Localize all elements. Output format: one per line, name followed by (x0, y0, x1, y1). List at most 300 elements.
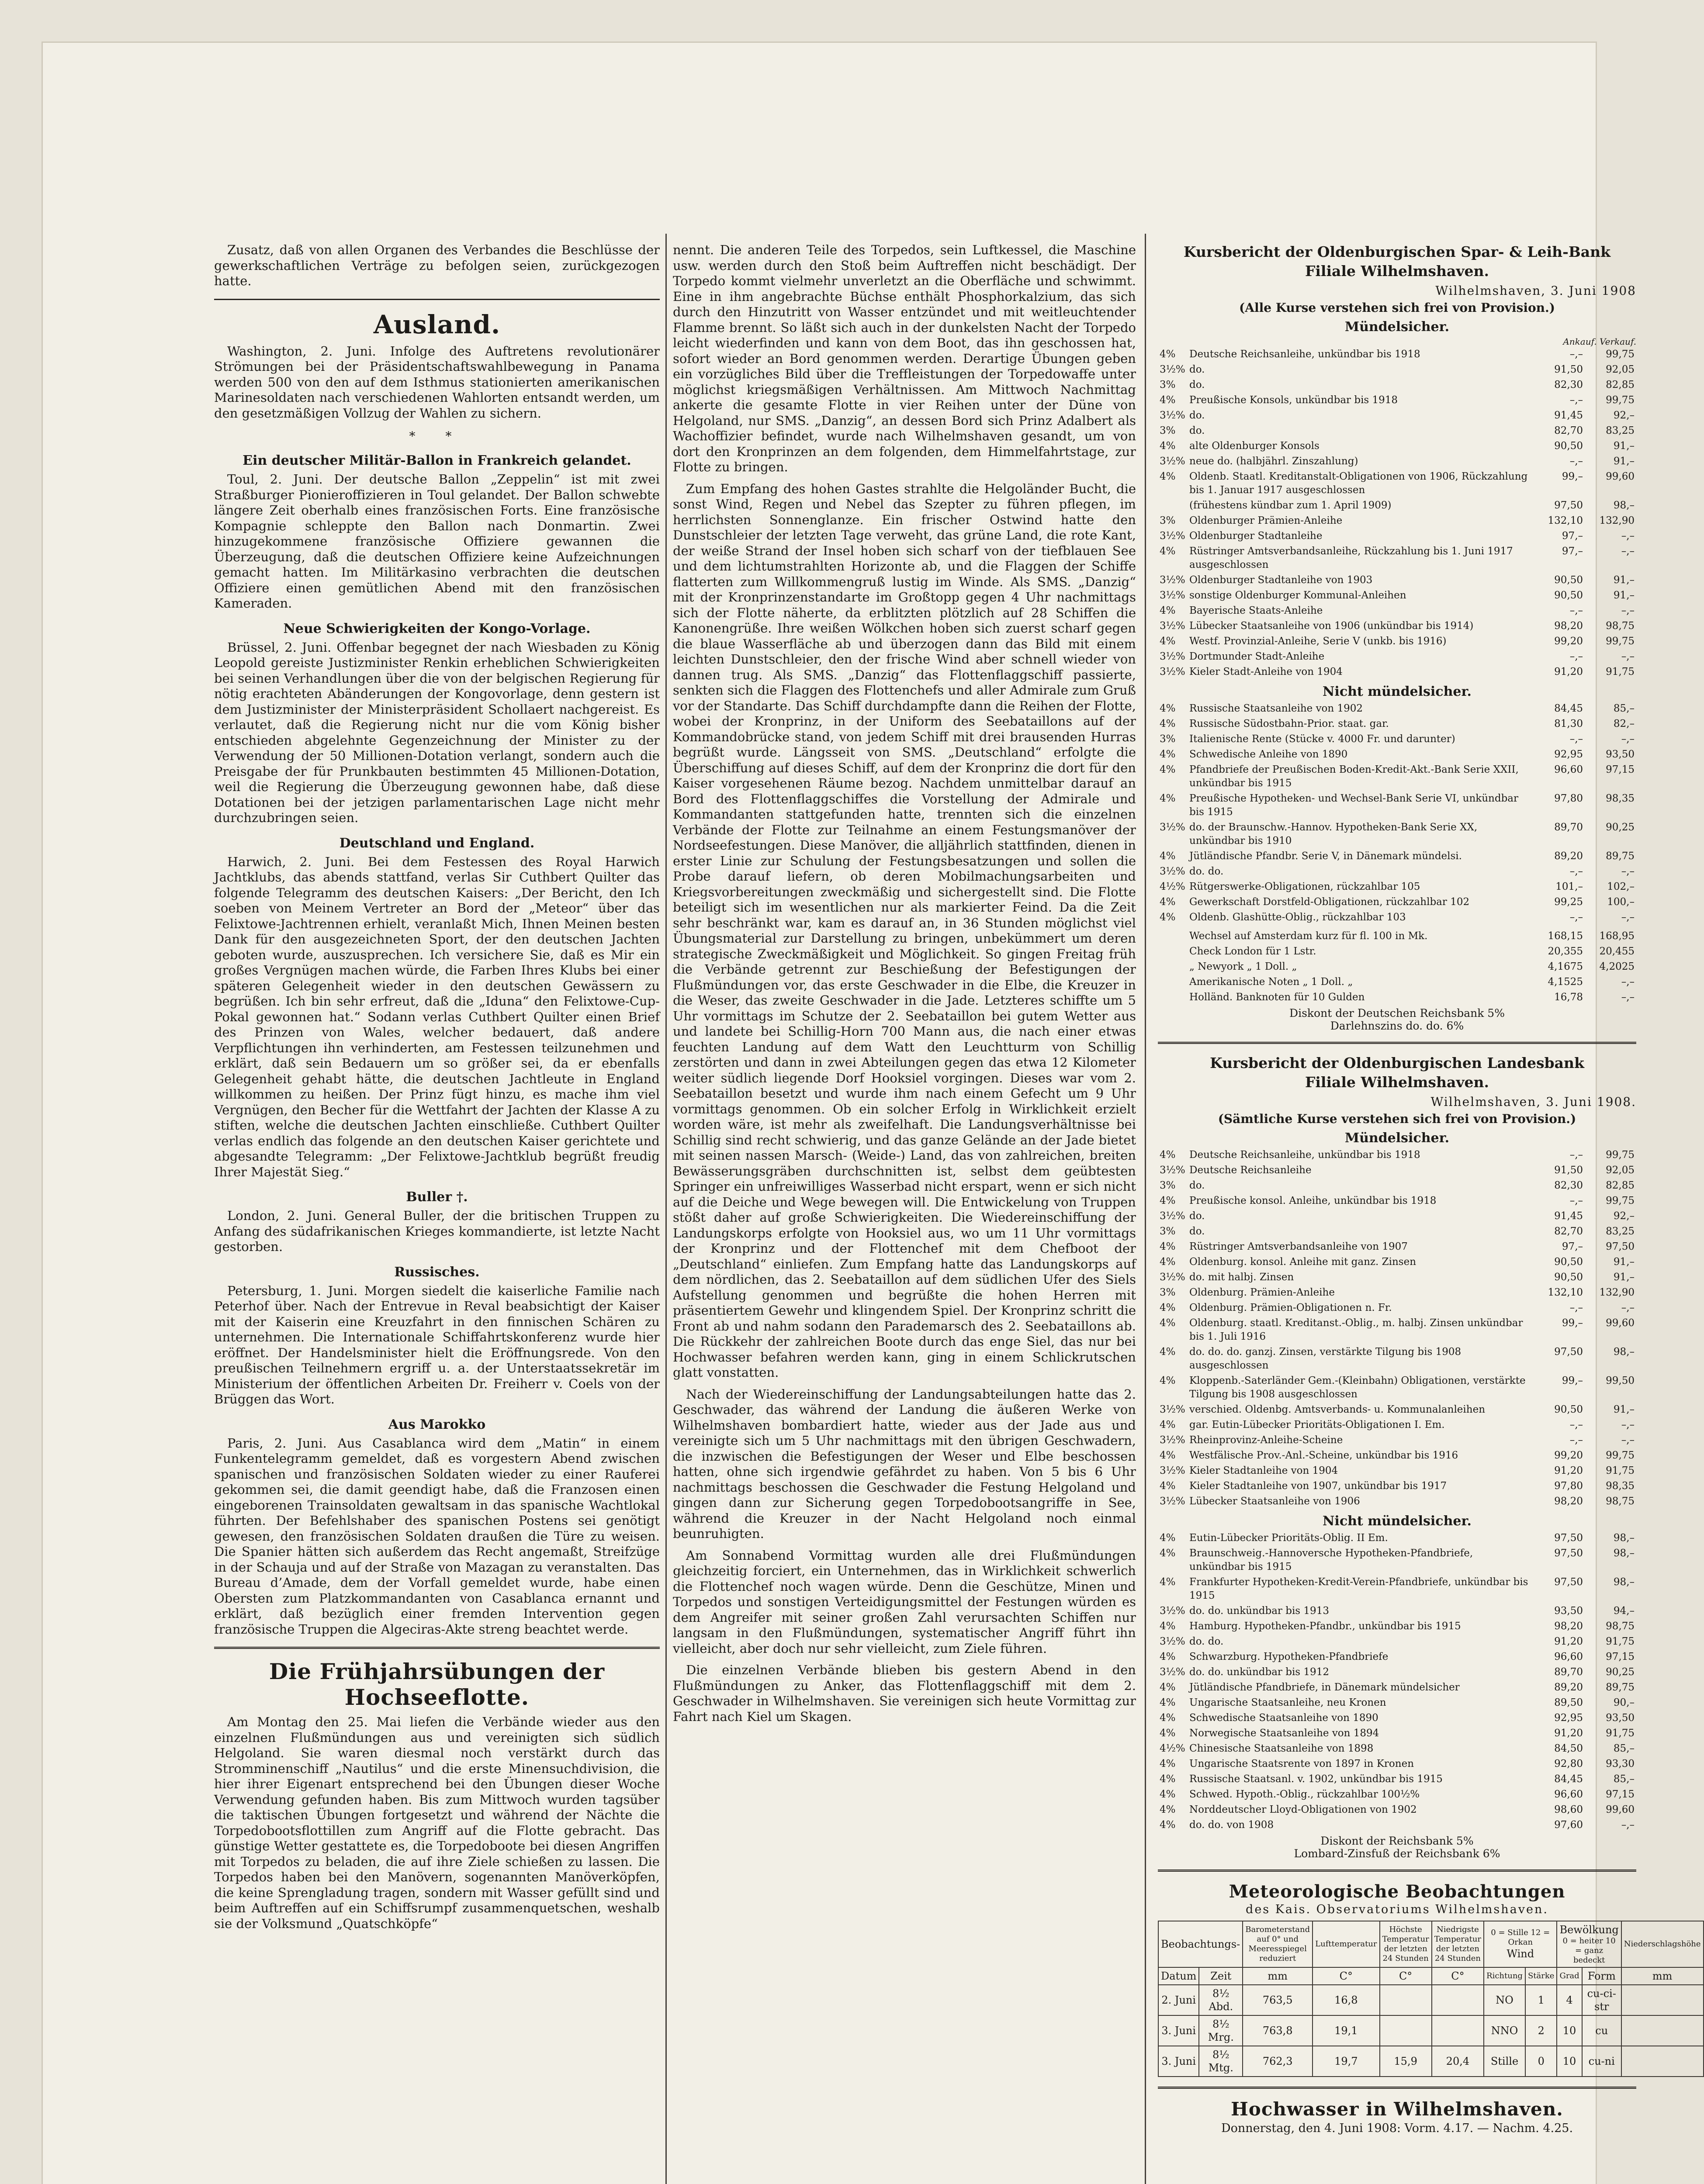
rate-row (1158, 529, 1636, 544)
rate-description: Deutsche Reichsanleihe, unkündbar bis 1918 (1189, 349, 1420, 360)
rate-description: Norddeutscher Lloyd-Obligationen von 1902 (1189, 1804, 1417, 1815)
rate-ankauf: 97,50 (1554, 1548, 1583, 1559)
rate-description: Oldenburg. Prämien-Obligationen n. Fr. (1189, 1302, 1392, 1313)
column-3 (1158, 242, 1701, 2135)
rate-row (1158, 439, 1636, 454)
rate-verkauf: 85,– (1613, 703, 1635, 714)
rate-description: Kieler Stadt-Anleihe von 1904 (1189, 666, 1343, 677)
meteo-sub-datum: Datum (1158, 1967, 1199, 1985)
rate-description: do. (1189, 425, 1205, 436)
rate-row (1158, 747, 1636, 762)
rate-row (1158, 944, 1636, 959)
meteo-cloud-scale: 0 = heiter 10 = ganz bedeckt (1562, 1936, 1616, 1965)
rate-ankauf: 4,1675 (1548, 961, 1583, 972)
rate-verkauf: 89,75 (1606, 1682, 1635, 1693)
rate-verkauf: –,– (1621, 912, 1635, 923)
rate-ankauf: –,– (1569, 866, 1583, 877)
rate-ankauf: 84,50 (1554, 1743, 1583, 1754)
rate-verkauf: 91,– (1613, 1256, 1635, 1268)
rate-description: Jütländische Pfandbr. Serie V, in Dänemark mündelsi. (1189, 850, 1462, 862)
kurs2-diskont: Diskont der Reichsbank 5% (1320, 1835, 1474, 1847)
rate-row (1158, 1756, 1636, 1772)
meteo-header-bewoelkung (1557, 1921, 1621, 1967)
rate-percent: 4% (1160, 793, 1176, 804)
kurs1-table-1 (1158, 347, 1636, 680)
rate-description: Schwedische Staatsanleihe von 1890 (1189, 1712, 1378, 1724)
rate-verkauf: –,– (1621, 605, 1635, 616)
meteo-cell: 2 (1525, 2015, 1557, 2046)
rate-row (1158, 762, 1636, 791)
rate-verkauf: 92,– (1613, 410, 1635, 421)
rate-description: do. (1189, 1210, 1205, 1222)
rate-percent: 3% (1160, 425, 1176, 436)
rate-row (1158, 1531, 1636, 1546)
rate-row (1158, 393, 1636, 408)
rate-percent: 4% (1160, 605, 1176, 616)
rate-percent: 3½% (1160, 1666, 1185, 1678)
rate-percent: 3½% (1160, 1165, 1185, 1176)
rate-percent: 4% (1160, 349, 1176, 360)
rate-percent: 4% (1160, 1375, 1176, 1386)
rate-ankauf: 97,50 (1554, 1346, 1583, 1358)
rate-ankauf: 98,20 (1554, 1496, 1583, 1507)
rate-percent: 3% (1160, 1226, 1176, 1237)
rate-row (1158, 1433, 1636, 1448)
rate-description: gar. Eutin-Lübecker Prioritäts-Obligationen I. Em. (1189, 1419, 1445, 1431)
rate-ankauf: 99,– (1562, 1375, 1583, 1386)
rate-percent: 4½% (1160, 881, 1185, 892)
rate-percent: 3% (1160, 379, 1176, 390)
meteo-cloud-label: Bewölkung (1559, 1924, 1619, 1936)
kurs1-note: (Alle Kurse verstehen sich frei von Provision.) (1239, 301, 1555, 315)
kurs2-nicht-muendelsicher: Nicht mündelsicher. (1323, 1514, 1472, 1529)
rate-ankauf: 91,50 (1554, 1165, 1583, 1176)
rate-verkauf: 98,– (1613, 1346, 1635, 1358)
rate-verkauf: 98,– (1613, 500, 1635, 511)
rate-row (1158, 716, 1636, 732)
meteo-cell: 20,4 (1432, 2046, 1484, 2077)
rate-verkauf: 93,30 (1606, 1758, 1635, 1769)
meteo-cell: 10 (1557, 2015, 1582, 2046)
rate-ankauf: 99,20 (1554, 1450, 1583, 1461)
rate-row (1158, 1373, 1636, 1402)
rate-verkauf: 98,– (1613, 1532, 1635, 1544)
rate-description: do. (1189, 410, 1205, 421)
rate-description: Deutsche Reichsanleihe, unkündbar bis 1918 (1189, 1149, 1420, 1161)
rate-percent: 4% (1160, 1149, 1176, 1161)
rate-verkauf: 99,50 (1606, 1375, 1635, 1386)
rate-verkauf: 98,– (1613, 1576, 1635, 1588)
rate-description: Oldenb. Glashütte-Oblig., rückzahlbar 103 (1189, 912, 1406, 923)
rate-description: „ Newyork „ 1 Doll. „ (1189, 961, 1297, 972)
rate-percent: 4% (1160, 1804, 1176, 1815)
rate-verkauf: 99,75 (1606, 1450, 1635, 1461)
rate-verkauf: 99,75 (1606, 349, 1635, 360)
rate-description: Jütländische Pfandbriefe, in Dänemark mündelsicher (1189, 1682, 1460, 1693)
meteo-header-temp: Lufttemperatur (1313, 1921, 1379, 1967)
rate-description: Oldenburg. konsol. Anleihe mit ganz. Zinsen (1189, 1256, 1417, 1268)
rate-percent: 3½% (1160, 1465, 1185, 1476)
rate-description: Amerikanische Noten „ 1 Doll. „ (1189, 976, 1353, 988)
rate-verkauf: –,– (1621, 651, 1635, 662)
rate-row (1158, 959, 1636, 975)
meteo-row (1158, 2046, 1704, 2077)
rate-percent: 3½% (1160, 866, 1185, 877)
rate-row (1158, 1575, 1636, 1603)
rate-description: Rheinprovinz-Anleihe-Scheine (1189, 1434, 1343, 1446)
rate-ankauf: 84,45 (1554, 1773, 1583, 1785)
rate-percent: 3½% (1160, 530, 1185, 542)
kurs2-lombard: Lombard-Zinsfuß der Reichsbank 6% (1294, 1847, 1500, 1860)
rate-verkauf: 132,90 (1599, 1287, 1635, 1298)
rate-verkauf: 82,85 (1606, 1180, 1635, 1191)
rate-row (1158, 1163, 1636, 1178)
rate-row (1158, 1224, 1636, 1239)
meteo-unit-c: C° (1380, 1967, 1432, 1985)
rate-percent: 3½% (1160, 651, 1185, 662)
rate-description: do. do. unkündbar bis 1912 (1189, 1666, 1329, 1678)
article-flotte-part1: Am Montag den 25. Mai liefen die Verbände wieder aus den einzelnen Flußmündungen aus und vereinigten sich südlich Helgoland. Sie waren diesmal noch verstärkt durch das Stromminenschiff „Nautilus“ und die erste Minensuchdivision, die hier ihrer Eigenart entsprechend bei den Übungen dieser Woche Verwendung gefunden haben. Bis zum Mittwoch wurden tagsüber die taktischen Übungen fortgesetzt und während der Nächte die Torpedobootsflottillen zum Angriff auf die Flotte gebracht. Das günstige Wetter gestattete es, die Torpedoboote bei diesen Angriffen mit Torpedos zu beladen, die auf ihre Ziele schießen zu lassen. Die Torpedos haben bei den Manövern, sogenannten Manöverköpfen, die keine Sprengladung tragen, sondern mit Wasser gefüllt sind und beim Auftreffen auf ein Schiffsrumpf zusammenquetschen, weshalb sie der Volksmund „Quatschköpfe“ (214, 1714, 660, 1931)
rate-verkauf: 91,– (1613, 440, 1635, 452)
rate-row (1158, 1270, 1636, 1285)
kurs2-note: (Sämtliche Kurse verstehen sich frei von Provision.) (1218, 1112, 1576, 1126)
meteo-unit-mm: mm (1621, 1967, 1704, 1985)
rate-percent: 3½% (1160, 590, 1185, 601)
rate-description: do. do. do. ganzj. Zinsen, verstärkte Tilgung bis 1908 ausgeschlossen (1189, 1346, 1462, 1371)
rate-verkauf: –,– (1621, 976, 1635, 988)
rate-verkauf: 99,60 (1606, 1804, 1635, 1815)
rate-ankauf: 96,60 (1554, 1789, 1583, 1800)
rate-ankauf: 84,45 (1554, 703, 1583, 714)
meteo-cell: 19,7 (1313, 2046, 1379, 2077)
rate-description: Oldenburger Stadtanleihe (1189, 530, 1323, 542)
rate-ankauf: –,– (1569, 1434, 1583, 1446)
kurs1-muendelsicher: Mündelsicher. (1344, 319, 1450, 335)
meteo-cell: NO (1484, 1985, 1525, 2015)
rate-description: do. do. (1189, 1636, 1224, 1647)
meteo-cell: 8½ Mrg. (1199, 2015, 1243, 2046)
rate-verkauf: 94,– (1613, 1605, 1635, 1617)
rate-row (1158, 573, 1636, 588)
rate-row (1158, 1344, 1636, 1373)
rate-percent: 3½% (1160, 1605, 1185, 1617)
rate-row (1158, 732, 1636, 747)
meteo-subtitle: des Kais. Observatoriums Wilhelmshaven. (1246, 1903, 1548, 1916)
rate-ankauf: 92,95 (1554, 1712, 1583, 1724)
rate-ankauf: 82,70 (1554, 1226, 1583, 1237)
rate-ankauf: 91,50 (1554, 364, 1583, 375)
rate-ankauf: 97,80 (1554, 1480, 1583, 1492)
rate-verkauf: 93,50 (1606, 749, 1635, 760)
subheading-england: Deutschland und England. (339, 835, 535, 851)
rate-description: do. (1189, 1226, 1205, 1237)
rate-verkauf: 168,95 (1599, 930, 1635, 942)
rate-row (1158, 1417, 1636, 1433)
meteo-sub-richtung: Richtung (1484, 1967, 1525, 1985)
rate-ankauf: 132,10 (1548, 515, 1583, 526)
rate-percent: 3½% (1160, 410, 1185, 421)
rate-ankauf: 93,50 (1554, 1605, 1583, 1617)
rate-ankauf: 99,25 (1554, 896, 1583, 908)
article-flotte-part4: Nach der Wiedereinschiffung der Landungsabteilungen hatte das 2. Geschwader, das während der Landung die äußeren Werke von Wilhelmshaven bombardiert hatte, wieder aus der Jade aus und vereinigte sich um 5 Uhr nachmittags mit den übrigen Geschwadern, die inzwischen die Befestigungen der Weser und Elbe beschossen hatten, ohne sich irgendwie gefährdet zu haben. Von 5 bis 6 Uhr nachmittags beschossen die Geschwader die Festung Helgoland und gingen dann zur Sicherung gegen Torpedobootsangriffe in See, während die Kreuzer in der Nacht Helgoland noch einmal beunruhigten. (673, 1386, 1136, 1541)
rate-description: Preußische Hypotheken- und Wechsel-Bank Serie VI, unkündbar bis 1915 (1189, 793, 1519, 818)
rate-verkauf: 99,60 (1606, 471, 1635, 482)
rate-ankauf: 168,15 (1548, 930, 1583, 942)
divider (1158, 1870, 1636, 1872)
rate-row (1158, 588, 1636, 603)
rate-description: Schwed. Hypoth.-Oblig., rückzahlbar 100½% (1189, 1789, 1420, 1800)
meteo-cell (1380, 2015, 1432, 2046)
rate-ankauf: 99,20 (1554, 636, 1583, 647)
rate-verkauf: 92,05 (1606, 1165, 1635, 1176)
meteo-unit-mm: mm (1243, 1967, 1313, 1985)
rate-description: Oldenburg. Prämien-Anleihe (1189, 1287, 1335, 1298)
meteo-cell: 1 (1525, 1985, 1557, 2015)
rate-row (1158, 377, 1636, 393)
meteo-cell (1380, 1985, 1432, 2015)
rate-verkauf: 99,60 (1606, 1317, 1635, 1329)
rate-row (1158, 701, 1636, 716)
rate-verkauf: 97,15 (1606, 1789, 1635, 1800)
rate-verkauf: –,– (1621, 1434, 1635, 1446)
rate-ankauf: 97,60 (1554, 1819, 1583, 1831)
rate-verkauf: 91,– (1613, 456, 1635, 467)
rate-row (1158, 990, 1636, 1005)
rate-percent: 4% (1160, 1819, 1176, 1831)
rate-verkauf: 91,– (1613, 574, 1635, 586)
rate-percent (1158, 990, 1188, 1005)
rate-row (1158, 1726, 1636, 1741)
rate-percent: 3% (1160, 733, 1176, 745)
rate-description: do. (1189, 1180, 1205, 1191)
rate-verkauf: 90,25 (1606, 1666, 1635, 1678)
rate-description: Russische Staatsanleihe von 1902 (1189, 703, 1363, 714)
kurs1-column-headers: Ankauf. Verkauf. (1563, 336, 1636, 347)
rate-percent: 3½% (1160, 364, 1185, 375)
rate-percent: 4% (1160, 1450, 1176, 1461)
rate-row (1158, 1665, 1636, 1680)
rate-row (1158, 544, 1636, 573)
rate-row (1158, 1680, 1636, 1695)
article-london: London, 2. Juni. General Buller, der die britischen Truppen zu Anfang des südafrikanischen Krieges kommandierte, ist letzte Nacht gestorben. (214, 1208, 660, 1254)
rate-percent: 4% (1160, 1346, 1176, 1358)
rate-ankauf: –,– (1569, 1195, 1583, 1206)
rate-row (1158, 1316, 1636, 1344)
rate-ankauf: –,– (1569, 456, 1583, 467)
rate-row (1158, 423, 1636, 439)
rate-ankauf: 91,20 (1554, 1465, 1583, 1476)
rate-ankauf: 99,– (1562, 1317, 1583, 1329)
hochwasser-text: Donnerstag, den 4. Juni 1908: Vorm. 4.17. — Nachm. 4.25. (1221, 2122, 1573, 2135)
rate-ankauf: –,– (1569, 1419, 1583, 1431)
divider (214, 1647, 660, 1649)
rate-verkauf: 92,– (1613, 1210, 1635, 1222)
rate-ankauf: 81,30 (1554, 718, 1583, 729)
meteo-cell: 8½ Mtg. (1199, 2046, 1243, 2077)
article-petersburg: Petersburg, 1. Juni. Morgen siedelt die kaiserliche Familie nach Peterhof über. Nach der Entrevue in Reval beabsichtigt der Kaiser mit der Kaiserin eine Kreuzfahrt in den finnischen Schären zu unternehmen. Die Internationale Schiffahrtskonferenz wurde hier eröffnet. Der Handelsminister hielt die Eröffnungsrede. Von den preußischen Teilnehmern ergriff u. a. der Unterstaatssekretär im Ministerium der öffentlichen Arbeiten Dr. Freiherr v. Coels von der Brüggen das Wort. (214, 1283, 660, 1406)
article-paris: Paris, 2. Juni. Aus Casablanca wird dem „Matin“ in einem Funkentelegramm gemeldet, daß es vorgestern Abend zwischen spanischen und französischen Soldaten wieder zu einer Rauferei gekommen sei, die damit geendigt habe, daß die Franzosen einen eingeborenen Trainsoldaten gewaltsam in das spanische Wachtlokal führten. Der Befehlshaber des spanischen Postens sei genötigt gewesen, den französischen Soldaten draußen die Türe zu weisen. Die Spanier hätten sich außerdem das Recht angemaßt, Streifzüge in der Schauja und auf der Straße von Mazagan zu veranstalten. Das Bureau d’Amade, dem der Vorfall gemeldet wurde, habe einen Obersten zum Platzkommandanten von Casablanca ernannt und erklärt, daß bezüglich einer fremden Intervention gegen französische Truppen die Algeciras-Akte streng beachtet werde. (214, 1435, 660, 1637)
rate-percent: 4% (1160, 1195, 1176, 1206)
rate-ankauf: 92,95 (1554, 749, 1583, 760)
rate-description: Pfandbriefe der Preußischen Boden-Kredit-Akt.-Bank Serie XXII, unkündbar bis 1915 (1189, 764, 1519, 789)
rate-verkauf: –,– (1621, 530, 1635, 542)
rate-row (1158, 820, 1636, 849)
rate-row (1158, 1787, 1636, 1802)
rate-percent: 3½% (1160, 1210, 1185, 1222)
rate-ankauf: 91,45 (1554, 1210, 1583, 1222)
rate-percent: 4% (1160, 718, 1176, 729)
rate-row (1158, 1741, 1636, 1756)
rate-verkauf: 91,– (1613, 1404, 1635, 1415)
kurs2-title: Kursbericht der Oldenburgischen Landesbank (1210, 1054, 1584, 1071)
rate-percent: 4% (1160, 1317, 1176, 1329)
rate-ankauf: 89,70 (1554, 1666, 1583, 1678)
rate-ankauf: 90,50 (1554, 590, 1583, 601)
kurs1-title: Kursbericht der Oldenburgischen Spar- & Leih-Bank (1184, 243, 1610, 260)
rate-verkauf: 82,85 (1606, 379, 1635, 390)
divider (214, 299, 660, 300)
rate-ankauf: 99,– (1562, 471, 1583, 482)
kurs2-muendelsicher: Mündelsicher. (1344, 1130, 1450, 1146)
rate-percent: 4% (1160, 912, 1176, 923)
rate-percent (1158, 498, 1188, 513)
rate-verkauf: –,– (1621, 992, 1635, 1003)
rate-description: Check London für 1 Lstr. (1189, 946, 1316, 957)
rate-ankauf: 97,– (1562, 546, 1583, 557)
meteo-cell (1621, 2015, 1704, 2046)
rate-description: Bayerische Staats-Anleihe (1189, 605, 1323, 616)
rate-ankauf: –,– (1569, 651, 1583, 662)
rate-verkauf: 99,75 (1606, 636, 1635, 647)
rate-percent: 4% (1160, 1576, 1176, 1588)
meteo-cell (1621, 2046, 1704, 2077)
rate-percent: 4% (1160, 1697, 1176, 1708)
rate-row (1158, 849, 1636, 864)
rate-ankauf: 97,80 (1554, 793, 1583, 804)
rate-percent: 3% (1160, 1287, 1176, 1298)
rate-verkauf: 99,75 (1606, 394, 1635, 406)
rate-description: Eutin-Lübecker Prioritäts-Oblig. II Em. (1189, 1532, 1388, 1544)
hochwasser (1158, 2098, 1636, 2135)
rate-ankauf: 82,70 (1554, 425, 1583, 436)
meteo-header-max: Höchste Temperatur der letzten 24 Stunden (1380, 1921, 1432, 1967)
rate-verkauf: 100,– (1607, 896, 1635, 908)
ornament: * * (409, 429, 465, 443)
meteo-sub-zeit: Zeit (1199, 1967, 1243, 1985)
rate-percent: 4½% (1160, 1743, 1185, 1754)
rate-verkauf: 90,25 (1606, 822, 1635, 833)
rate-percent: 4% (1160, 440, 1176, 452)
rate-description: verschied. Oldenbg. Amtsverbands- u. Kommunalanleihen (1189, 1404, 1486, 1415)
meteo-cell: cu-ni (1582, 2046, 1621, 2077)
rate-percent (1158, 929, 1188, 944)
meteo-cell: 4 (1557, 1985, 1582, 2015)
rate-row (1158, 1193, 1636, 1209)
rate-ankauf: 91,20 (1554, 666, 1583, 677)
rate-percent: 3½% (1160, 574, 1185, 586)
rate-percent: 4% (1160, 1712, 1176, 1724)
rate-percent: 4% (1160, 1682, 1176, 1693)
meteo-sub-staerke: Stärke (1525, 1967, 1557, 1985)
meteo-cell: 15,9 (1380, 2046, 1432, 2077)
rate-ankauf: 97,– (1562, 1241, 1583, 1252)
rate-verkauf: 91,75 (1606, 1728, 1635, 1739)
rate-verkauf: 99,75 (1606, 1149, 1635, 1161)
rate-row (1158, 929, 1636, 944)
rate-percent: 3½% (1160, 822, 1185, 833)
subheading-marokko: Aus Marokko (388, 1417, 486, 1432)
rate-description: do. do. von 1908 (1189, 1819, 1274, 1831)
rate-percent (1158, 959, 1188, 975)
rate-verkauf: 98,35 (1606, 793, 1635, 804)
kurs1-darlehnszins: Darlehnszins do. do. 6% (1330, 1019, 1464, 1032)
rate-row (1158, 513, 1636, 529)
rate-percent: 4% (1160, 764, 1176, 775)
article-toul: Toul, 2. Juni. Der deutsche Ballon „Zeppelin“ ist mit zwei Straßburger Pionieroffizieren in Toul gelandet. Der Ballon schwebte längere Zeit oberhalb eines französischen Forts. Eine französische Kompagnie schleppte den Ballon nach Donmartin. Zwei hinzugekommene französische Offiziere gewannen die Überzeugung, daß die deutschen Offiziere keine Aufzeichnungen gemacht hatten. Im Militärkasino verbrachten die deutschen Offiziere einen gemütlichen Abend mit den französischen Kameraden. (214, 472, 660, 611)
meteo-header-niederschlag: Niederschlagshöhe (1621, 1921, 1704, 1967)
kurs2-subtitle: Filiale Wilhelmshaven. (1305, 1074, 1489, 1091)
rate-row (1158, 1649, 1636, 1665)
hochwasser-title: Hochwasser in Wilhelmshaven. (1231, 2098, 1563, 2120)
article-flotte-part2: nennt. Die anderen Teile des Torpedos, sein Luftkessel, die Maschine usw. werden durch den Stoß beim Auftreffen nicht beschädigt. Der Torpedo kommt vielmehr unverletzt an die Oberfläche und schwimmt. Eine in ihm angebrachte Büchse enthält Phosphorkalzium, das sich durch den Hinzutritt von Wasser entzündet und mit weitleuchtender Flamme brennt. So läßt sich auch in der dunkelsten Nacht der Torpedo leicht wiederfinden und kann von dem Boot, das ihn geschossen hat, sofort wieder an Bord genommen werden. Derartige Übungen geben ein vorzügliches Bild über die Treffleistungen der Torpedowaffe unter möglichst kriegsmäßigen Verhältnissen. Am Mittwoch Nachmittag ankerte die gesamte Flotte in vier Reihen unter der Düne von Helgoland, nur SMS. „Danzig“, an dessen Bord sich Prinz Adalbert als Wachoffizier befindet, wurde nach Wilhelmshaven gesandt, um von dort den Kronprinzen an dem folgenden, dem Himmelfahrtstage, zur Flotte zu bringen. (673, 242, 1136, 474)
rate-row (1158, 1147, 1636, 1163)
rate-ankauf: 89,20 (1554, 850, 1583, 862)
rate-percent: 4% (1160, 1419, 1176, 1431)
rate-description: Ungarische Staatsanleihe, neu Kronen (1189, 1697, 1386, 1708)
meteo-cell: 762,3 (1243, 2046, 1313, 2077)
rate-ankauf: –,– (1569, 605, 1583, 616)
rate-percent: 3% (1160, 515, 1176, 526)
rate-row (1158, 1300, 1636, 1316)
rate-percent: 4% (1160, 1728, 1176, 1739)
rate-verkauf: –,– (1621, 546, 1635, 557)
rate-percent: 4% (1160, 1758, 1176, 1769)
rate-ankauf: 89,70 (1554, 822, 1583, 833)
rate-description: Braunschweig.-Hannoversche Hypotheken-Pfandbriefe, unkündbar bis 1915 (1189, 1548, 1473, 1572)
subheading-buller: Buller †. (406, 1189, 468, 1205)
meteo-cell: 763,5 (1243, 1985, 1313, 2015)
rate-row (1158, 347, 1636, 362)
rate-description: Preußische Konsols, unkündbar bis 1918 (1189, 394, 1398, 406)
rate-description: do. (1189, 379, 1205, 390)
rate-percent: 3½% (1160, 1272, 1185, 1283)
rate-percent: 4% (1160, 1773, 1176, 1785)
rate-row (1158, 1239, 1636, 1254)
rate-percent: 4% (1160, 636, 1176, 647)
article-flotte-part3: Zum Empfang des hohen Gastes strahlte die Helgoländer Bucht, die sonst Wind, Regen und Nebel das Szepter zu führen pflegen, im herrlichsten Sonnenglanze. Ein frischer Ostwind hatte den Dunstschleier der letzten Tage verweht, das grüne Land, die rote Kant, der weiße Strand der Insel hoben sich scharf von der tiefblauen See und dem lichtumstrahlten Horizonte ab, und die Flaggen der Schiffe flatterten zum Willkommengruß lustig im Winde. Als SMS. „Danzig“ mit der Kronprinzenstandarte im Großtopp gegen 4 Uhr nachmittags sich der Flotte näherte, da erblitzten plötzlich auf 28 Schiffen die Kanonengrüße. Ihre weißen Wölkchen hoben sich zuerst scharf gegen die blaue Wasserfläche ab und überzogen dann das Bild mit einem leichten Dunstschleier, den der frische Wind aber schnell wieder von dannen trug. Als SMS. „Danzig“ das Flottenflaggschiff passierte, senkten sich die Flaggen des Flottenchefs und aller Admirale zum Gruß vor der Standarte. Das Schiff durchdampfte dann die Reihen der Flotte, wobei der Kronprinz, in der Uniform des Seebataillons auf der Kommandobrücke stand, von jedem Schiff mit drei brausenden Hurras begrüßt wurde. Längsseit von SMS. „Deutschland“ erfolgte die Überschiffung auf dieses Schiff, auf dem der Kronprinz die dort für den Kaiser vorgesehenen Räume bezog. Nachdem unmittelbar darauf an Bord des Flottenflaggschiffes die Vorstellung der Admirale und Kommandanten stattgefunden hatte, trennten sich die einzelnen Verbände der Flotte zur Teilnahme an einem Festungsmanöver der Nordseefestungen. Diese Manöver, die alljährlich stattfinden, dienen in erster Linie zur Schulung der Festungsbesatzungen und sollen die Probe darauf liefern, ob deren Mobilmachungsarbeiten und Kriegsvorbereitungen zweckmäßig und sichergestellt sind. Die Flotte beteiligt sich im wesentlichen nur als markierter Feind. Da die Zeit sehr beschränkt war, kam es darauf an, in 36 Stunden möglichst viel Übungsmaterial zur Darstellung zu bringen, unbekümmert um deren strategische Zweckmäßigkeit und Möglichkeit. So gingen Freitag früh die Verbände getrennt zur Beschießung der Befestigungen der Flußmündungen vor, das erste Geschwader in die Elbe, die Kreuzer in die Weser, das zweite Geschwader in die Jade. Letzteres schiffte um 5 Uhr vormittags im Schutze der 2. Seebataillon bei gutem Wetter aus und landete bei Schillig-Horn 700 Mann aus, die nach einer etwas feuchten Landung auf dem Watt den Leuchtturm von Schillig zerstörten und dann in zwei Abteilungen gegen das etwa 12 Kilometer weiter südlich liegende Dorf Hooksiel vorgingen. Dieses war vom 2. Seebataillon besetzt und wurde ihm nach einem Gefecht um 9 Uhr vormittags genommen. Ob ein solcher Erfolg in Wirklichkeit erzielt worden wäre, ist mehr als zweifelhaft. Die Landungsverhältnisse bei Schillig sind recht schwierig, und das ganze Gelände an der Jade bietet mit seinen nassen Marsch- (Weide-) Land, das von zahlreichen, breiten Bewässerungsgräben durchschnitten ist, selbst dem geübtesten Springer ein unfreiwilliges Wasserbad nicht erspart, wenn er sich nicht auf die Deiche und Wege bewegen will. Die Entwickelung von Truppen stößt daher auf große Schwierigkeiten. Die Wiedereinschiffung der Landungskorps erfolgte von Hooksiel aus, wo um 11 Uhr vormittags der Kronprinz und der Flottenchef mit dem Chefboot der „Deutschland“ einliefen. Zum Empfang hatte das Landungskorps auf dem nördlichen, das 2. Seebataillon auf dem südlichen Ufer des Siels Aufstellung genommen und begrüßte die hohen Herren mit präsentiertem Gewehr und klingendem Spiel. Der Kronprinz schritt die Front ab und nahm sodann den Parademarsch des 2. Seebataillons ab. Die Rückkehr der zahlreichen Boote durch das enge Siel, das nur bei Hochwasser befahren werden kann, ging in einem Schlickrutschen glatt vonstatten. (673, 481, 1136, 1380)
rate-verkauf: 83,25 (1606, 1226, 1635, 1237)
meteorologische-beobachtungen (1158, 1881, 1701, 2077)
rate-description: Schwedische Anleihe von 1890 (1189, 749, 1348, 760)
rate-verkauf: –,– (1621, 733, 1635, 745)
rate-description: Oldenburg. staatl. Kreditanst.-Oblig., m. halbj. Zinsen unkündbar bis 1. Juli 1916 (1189, 1317, 1523, 1342)
heading-ausland: Ausland. (373, 309, 501, 339)
rate-row (1158, 469, 1636, 498)
meteo-cell: 3. Juni (1158, 2046, 1199, 2077)
rate-row (1158, 1619, 1636, 1634)
rate-verkauf: 83,25 (1606, 425, 1635, 436)
rate-ankauf: –,– (1569, 912, 1583, 923)
rate-description: Deutsche Reichsanleihe (1189, 1165, 1312, 1176)
meteo-row (1158, 1985, 1704, 2015)
meteo-cell: 763,8 (1243, 2015, 1313, 2046)
rate-ankauf: 97,50 (1554, 1532, 1583, 1544)
rate-row (1158, 895, 1636, 910)
rate-description: Rüstringer Amtsverbandsanleihe, Rückzahlung bis 1. Juni 1917 ausgeschlossen (1189, 546, 1513, 570)
rate-description: Oldenb. Staatl. Kreditanstalt-Obligationen von 1906, Rückzahlung bis 1. Januar 1917 ausgeschlossen (1189, 471, 1528, 496)
rate-row (1158, 1254, 1636, 1270)
rate-ankauf: 4,1525 (1548, 976, 1583, 988)
